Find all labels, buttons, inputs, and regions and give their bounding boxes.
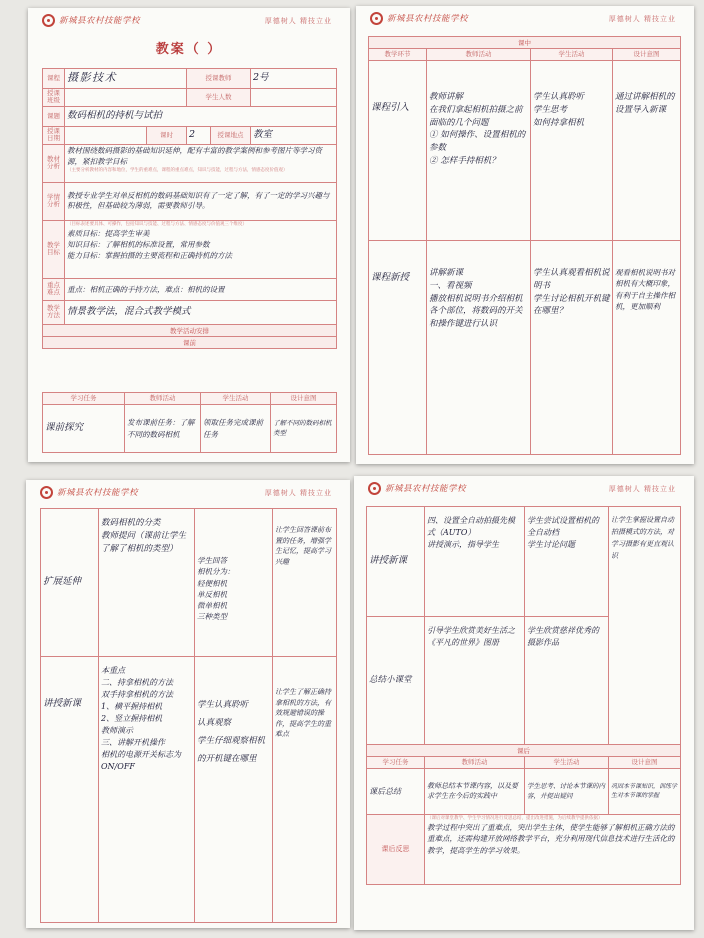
row-intent: 通过讲解相机的设置导入新课 — [613, 61, 681, 241]
row-student: 学生尝试设置相机的全自动档 学生讨论问题 — [525, 507, 609, 617]
table-row — [43, 405, 337, 453]
school-logo-icon — [42, 14, 55, 27]
row-teacher: 本重点 二、持拿相机的方法 双手持拿相机的方法 1、横平握持相机 2、竖立握持相机 教师演示 三、讲解开机操作 相机的电源开关标志为ON/OFF — [99, 657, 195, 923]
row-stage: 总结小课堂 — [367, 617, 425, 745]
row-teacher: 数码相机的分类 教师提问（课前让学生了解了相机的类型） — [99, 509, 195, 657]
school-motto: 厚德树人 精技立业 — [608, 485, 676, 493]
row-teacher: 引导学生欣赏美好生活之《平凡的世界》图册 — [425, 617, 525, 745]
row-intent: 让学生了解正确持拿相机的方法，有效规避错误的操作，提高学生的重难点 — [273, 657, 337, 923]
col-intent: 设计意图 — [271, 393, 337, 405]
col-task: 学习任务 — [43, 393, 125, 405]
school-logo-icon — [368, 482, 381, 495]
page-title: 教案（ ） — [155, 42, 223, 57]
school-name: 新城县农村技能学校 — [57, 488, 139, 498]
row-stage: 扩展延伸 — [41, 509, 99, 657]
row-stage: 课程新授 — [369, 241, 427, 455]
row-teacher: 教师讲解 在我们拿起相机拍摄之前面临的几个问题 ① 如何操作、设置相机的参数 ② 怎样手持相机？ — [427, 61, 531, 241]
school-name: 新城县农村技能学校 — [387, 14, 469, 24]
after-class-header: 课后 — [367, 745, 681, 757]
date-label: 授课日期 — [43, 126, 65, 144]
page-header — [354, 476, 694, 500]
after-stage: 课后总结 — [367, 769, 425, 815]
col-intent: 设计意图 — [609, 757, 681, 769]
material-hint: （主要分析教材的内容和地位，学生的重难点，课程的重点难点，知识与技能，过程与方法，情感态度价值观） — [67, 167, 288, 173]
row-student: 学生认真观看相机说明书 学生讨论相机开机键在哪里？ — [531, 241, 613, 455]
goal-3: 能力目标：掌握拍摄的主要流程和正确持机的方法 — [67, 251, 232, 261]
col-intent: 设计意图 — [613, 49, 681, 61]
row-stage: 课前探究 — [43, 405, 125, 453]
row-student: 学生回答 相机分为： 轻便相机 单反相机 微单相机 三种类型 — [195, 509, 273, 657]
col-student: 学生活动 — [525, 757, 609, 769]
school-name: 新城县农村技能学校 — [385, 484, 467, 494]
row-stage: 课程引入 — [369, 61, 427, 241]
hours-label: 课时 — [147, 126, 187, 144]
col-teacher: 教师活动 — [427, 49, 531, 61]
place-label: 授课地点 — [211, 126, 251, 144]
school-motto: 厚德树人 精技立业 — [264, 489, 332, 497]
reflection-label: 课后反思 — [367, 815, 425, 885]
school-motto: 厚德树人 精技立业 — [264, 17, 332, 25]
row-stage: 讲授新课 — [41, 657, 99, 923]
col-student: 学生活动 — [531, 49, 613, 61]
row-intent: 了解不同的数码相机类型 — [271, 405, 337, 453]
lesson-plan-page-2 — [356, 6, 694, 464]
students-value — [251, 89, 337, 107]
table-row — [369, 241, 681, 455]
method-label: 教学方法 — [43, 300, 65, 324]
after-student: 学生思考、讨论本节课的内容，并提出疑问 — [525, 769, 609, 815]
before-class-header: 课前 — [43, 336, 337, 348]
goal-hint: （目标表述要具体、可操作，包括知识与技能、过程与方法、情感态度与价值观三个维度） — [67, 221, 247, 227]
class-value — [65, 89, 187, 107]
goal-1: 素质目标：提高学生审美 — [67, 228, 150, 238]
lesson-plan-page-4 — [354, 476, 694, 930]
row-intent: 观看相机说明书对相机有大概印象，有利于自主操作相机，更加顺利 — [613, 241, 681, 455]
table-row — [367, 769, 681, 815]
lesson-plan-page-3 — [26, 480, 350, 928]
course-label: 课程 — [43, 69, 65, 89]
page-header — [356, 6, 694, 30]
key-label: 重点难点 — [43, 278, 65, 300]
row-teacher: 发布课前任务：了解不同的数码相机 — [125, 405, 201, 453]
process-header: 教学活动安排 — [43, 324, 337, 336]
reflection-text: 教学过程中突出了重难点，突出学生主体，使学生能够了解相机正确方法的重难点，还需构建开放网络教学平台，充分利用现代信息技术进行生活化的教学，提高学生的学习效果。 — [427, 822, 675, 856]
class-label: 授课班级 — [43, 89, 65, 107]
material-text: 教材围绕数码摄影的基础知识延伸，配有丰富的教学案例和参考图片等学习资源，紧扣教学目标 — [67, 145, 322, 166]
topic-label: 课题 — [43, 106, 65, 126]
method-text: 情景教学法，混合式教学模式 — [65, 300, 337, 324]
row-intent: 让学生回答课前布置的任务，增强学生记忆，提高学习兴趣 — [273, 509, 337, 657]
row-stage: 讲授新课 — [367, 507, 425, 617]
lesson-info-table — [42, 68, 337, 349]
before-class-table — [42, 392, 337, 453]
teacher-value: 2号 — [251, 69, 337, 89]
course-value: 摄影技术 — [65, 69, 187, 89]
after-intent: 巩固本节课知识，训练学生对本节课的掌握 — [609, 769, 681, 815]
col-teacher: 教师活动 — [425, 757, 525, 769]
goal-2: 知识目标：了解相机的标准设置，常用参数 — [67, 240, 210, 250]
goal-label: 教学目标 — [43, 220, 65, 278]
col-stage: 教学环节 — [369, 49, 427, 61]
material-label: 教材分析 — [43, 144, 65, 182]
student-analysis-text: 教授专业学生对单反相机的数码基础知识有了一定了解，有了一定的学习兴趣与积极性，但基础较为薄弱，需要教师引导。 — [65, 182, 337, 220]
teacher-label: 授课教师 — [187, 69, 251, 89]
school-motto: 厚德树人 精技立业 — [608, 15, 676, 23]
col-teacher: 教师活动 — [125, 393, 201, 405]
page-header — [26, 480, 350, 504]
in-class-table-end — [366, 506, 681, 885]
school-logo-icon — [40, 486, 53, 499]
in-class-table — [368, 36, 681, 455]
table-row — [369, 61, 681, 241]
row-student: 领取任务完成课前任务 — [201, 405, 271, 453]
students-label: 学生人数 — [187, 89, 251, 107]
row-student: 学生欣赏慈祥优秀的摄影作品 — [525, 617, 609, 745]
place-value: 教室 — [251, 126, 337, 144]
lesson-plan-page-1 — [28, 8, 350, 462]
col-task: 学习任务 — [367, 757, 425, 769]
in-class-header: 课中 — [369, 37, 681, 49]
row-intent: 让学生掌握设置自动拍摄模式的方法，对学习摄影有更直观认识 — [609, 507, 681, 745]
col-student: 学生活动 — [201, 393, 271, 405]
row-teacher: 四、设置全自动拍摄先模式（AUTO） 讲授演示，指导学生 — [425, 507, 525, 617]
date-value — [65, 126, 147, 144]
in-class-table-cont — [40, 508, 337, 923]
page-header — [28, 8, 350, 32]
table-row — [41, 509, 337, 657]
row-student: 学生认真聆听 学生思考 如何持拿相机 — [531, 61, 613, 241]
table-row — [367, 507, 681, 617]
reflection-hint: （课后对课堂教学、学生学习情况进行反思总结，提出改进措施，为后续教学提供依据） — [427, 816, 603, 821]
table-row — [41, 657, 337, 923]
topic-value: 数码相机的持机与试拍 — [65, 106, 337, 126]
key-text: 重点：相机正确的手持方法，难点：相机的设置 — [65, 278, 337, 300]
student-analysis-label: 学情分析 — [43, 182, 65, 220]
row-teacher: 讲解新课 一、看视频 播放相机说明书介绍相机各个部位，将数码的开关和操作键进行认识 — [427, 241, 531, 455]
row-student: 学生认真聆听 认真观察 学生仔细观察相机的开机键在哪里 — [195, 657, 273, 923]
after-teacher: 教师总结本节课内容，以及要求学生在今后的实践中 — [425, 769, 525, 815]
hours-value: 2 — [187, 126, 211, 144]
school-logo-icon — [370, 12, 383, 25]
school-name: 新城县农村技能学校 — [59, 16, 141, 26]
